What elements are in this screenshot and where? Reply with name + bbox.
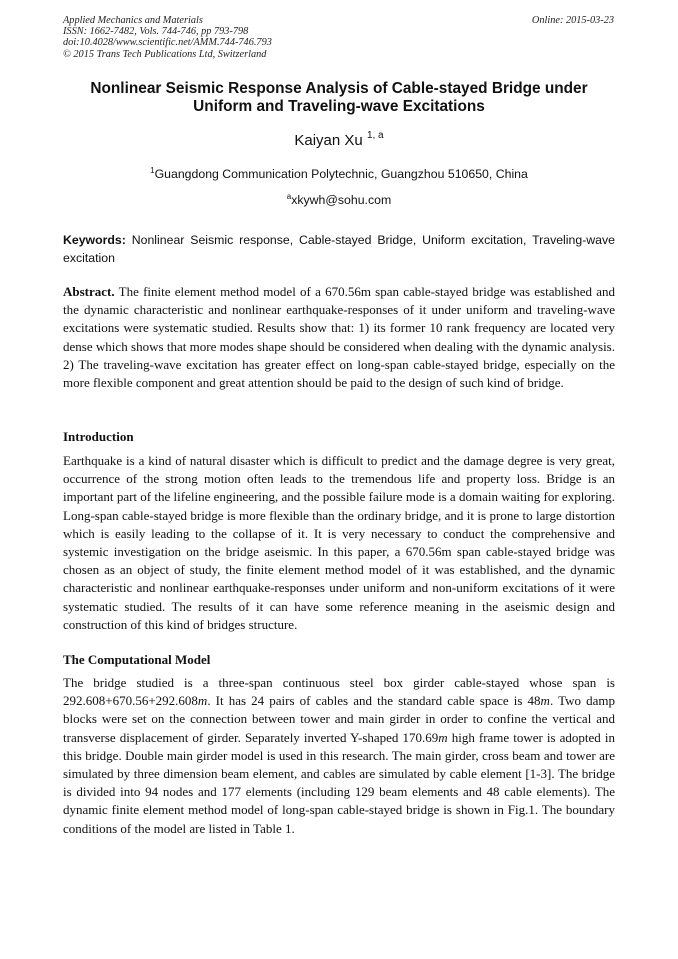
model-unit-2: m — [540, 693, 550, 709]
abstract-text: The finite element method model of a 670.56m span cable-stayed bridge was established and the dynamic characteristic and nonlinear earthquake-responses of it under uniform and traveling-wave excitations were systematic studied. Results show that: 1) its former 10 rank frequency are located very dense which shows that more modes shape should be considered when dealing with the dynamic analysis. 2) The traveling-wave excitation has greater effect on long-span cable-stayed bridge, especially on the more flexible component and great attention should be paid to the design of such kind of bridge. — [63, 284, 616, 391]
keywords-label: Keywords: — [63, 233, 126, 247]
author-name: Kaiyan Xu — [294, 132, 363, 149]
introduction-paragraph: Earthquake is a kind of natural disaster which is difficult to predict and the damage degree is very great, occurrence of the strong motion often leads to the tremendous life and property loss. Bridge is an important part of the lifeline engineering, and the possible failure mode is a domain waiting for exploring. Long-span cable-stayed bridge is more flexible than the ordinary bridge, and it is prone to large distortion which is easily leading to the collapse of it. It is very necessary to conduct the comprehensive and systemic investigation on the bridge aseismic. In this paper, a 670.56m span cable-stayed bridge was chosen as an object of study, the finite element method model of it was established, and the dynamic characteristic and nonlinear earthquake-responses under uniform and non-uniform excitations of it were systematic studied. The results of it can have some reference meaning in the aseismic design and construction of this kind of bridges structure. — [63, 453, 615, 632]
journal-name: Applied Mechanics and Materials — [63, 15, 203, 26]
paper-title: Nonlinear Seismic Response Analysis of Cable-stayed Bridge under Uniform and Traveling-wave Excitations — [90, 80, 588, 116]
model-unit-1: m — [197, 693, 208, 709]
email-superscript: a — [286, 191, 292, 201]
model-text-4: high frame tower is adopted in this bridge. Double main girder model is used in this research. The main girder, cross beam and tower are simulated by three dimension beam element, and cables are simulated by cable element [1-3]. The bridge is divided into 94 nodes and 177 elements (including 129 beam elements and 48 cable elements). The dynamic finite element method model of long-span cable-stayed bridge is shown in Fig.1. The boundary conditions of the model are listed in Table 1. — [63, 729, 615, 836]
author-line — [63, 132, 615, 150]
keywords-text: Nonlinear Seismic response, Cable-stayed Bridge, Uniform excitation, Traveling-wave excitation — [63, 233, 616, 266]
abstract-block — [63, 283, 615, 392]
model-text-1: The bridge studied is a three-span continuous steel box girder cable-stayed whose span is 292.608+670.56+292.608 — [63, 675, 615, 709]
model-text-3: . Two damp blocks were set on the connection between tower and main girder in order to confine the vertical and transverse displacement of girder. Separately inverted Y-shaped 170.69 — [63, 693, 615, 745]
author-email — [63, 193, 615, 208]
issn-line: ISSN: 1662-7482, Vols. 744-746, pp 793-798 — [63, 26, 249, 38]
keywords-block — [63, 231, 615, 267]
email-text[interactable]: xkywh@sohu.com — [291, 193, 392, 207]
journal-header — [63, 15, 272, 60]
doi-line[interactable]: doi:10.4028/www.scientific.net/AMM.744-746.793 — [63, 37, 272, 49]
computational-model-heading: The Computational Model — [63, 652, 211, 667]
online-date: Online: 2015-03-23 — [531, 15, 614, 26]
copyright-line: © 2015 Trans Tech Publications Ltd, Switzerland — [63, 48, 267, 60]
introduction-heading: Introduction — [63, 429, 134, 444]
model-unit-3: m — [438, 729, 448, 745]
affiliation — [63, 167, 615, 182]
author-superscript: 1, a — [366, 130, 384, 141]
affiliation-text: Guangdong Communication Polytechnic, Guangzhou 510650, China — [154, 167, 528, 181]
abstract-label: Abstract. — [63, 284, 115, 299]
model-text-2: . It has 24 pairs of cables and the standard cable space is 48 — [207, 693, 541, 709]
affiliation-superscript: 1 — [150, 165, 155, 175]
computational-model-paragraph — [63, 674, 615, 838]
